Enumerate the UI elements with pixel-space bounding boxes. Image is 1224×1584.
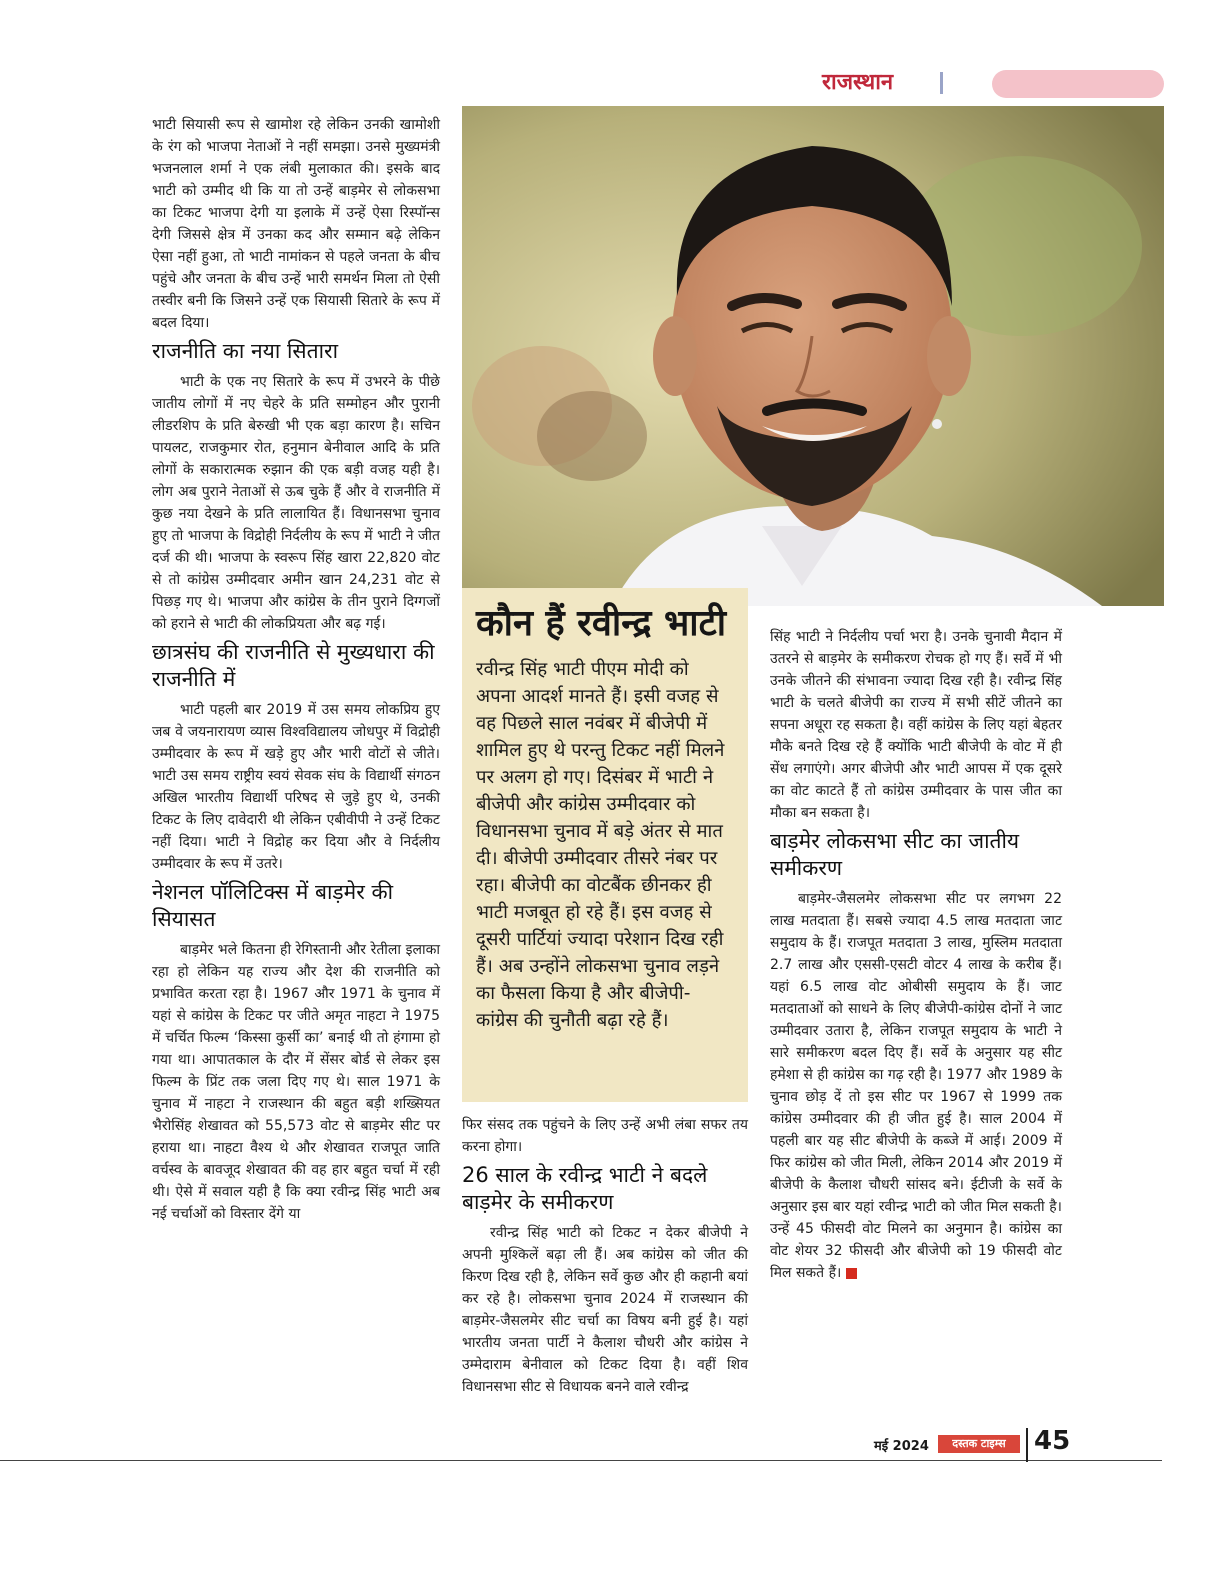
sidebar-box <box>462 588 748 1102</box>
section-separator <box>940 72 943 94</box>
subheading: बाड़मेर लोकसभा सीट का जातीय समीकरण <box>770 829 1020 880</box>
subheading: छात्रसंघ की राजनीति से मुख्यधारा की राजनीति में <box>152 640 435 691</box>
paragraph-text: बाड़मेर-जैसलमेर लोकसभा सीट पर लगभग 22 लाख मतदाता हैं। सबसे ज्यादा 4.5 लाख मतदाता जाट समुदाय के हैं। राजपूत मतदाता 3 लाख, मुस्लिम मतदाता 2.7 लाख और एससी-एसटी वोटर 4 लाख के करीब हैं। यहां 6.5 लाख वोट ओबीसी समुदाय के हैं। जाट मतदाताओं को साधने के लिए बीजेपी-कांग्रेस दोनों ने जाट उम्मीदवार उतारा है, लेकिन राजपूत समुदाय के भाटी ने सारे समीकरण बदल दिए हैं। सर्वे के अनुसार यह सीट हमेशा से ही कांग्रेस का गढ़ रही है। 1977 और 1989 के चुनाव छोड़ दें तो इस सीट पर 1967 से 1999 तक कांग्रेस उम्मीदवार की ही जीत हुई है। साल 2004 में पहली बार यह सीट बीजेपी के कब्जे में आई। 2009 में फिर कांग्रेस को जीत मिली, लेकिन 2014 और 2019 में बीजेपी के कैलाश चौधरी सांसद बने। ईटीजी के सर्वे के अनुसार इस बार यहां रवीन्द्र भाटी को जीत मिल सकती है। उन्हें 45 फीसदी वोट मिलने का अनुमान है। कांग्रेस का वोट शेयर 32 फीसदी और बीजेपी को 19 फीसदी वोट मिल सकते हैं। <box>770 891 1062 1281</box>
end-of-article-mark <box>846 1268 857 1279</box>
portrait-photo <box>462 106 1164 606</box>
subheading: नेशनल पॉलिटिक्स में बाड़मेर की सियासत <box>152 880 394 931</box>
box-text: रवीन्द्र सिंह भाटी पीएम मोदी को अपना आदर्श मानते हैं। इसी वजह से वह पिछले साल नवंबर में बीजेपी में शामिल हुए थे परन्तु टिकट नहीं मिलने पर अलग हो गए। दिसंबर में भाटी ने बीजेपी और कांग्रेस उम्मीदवार को विधानसभा चुनाव में बड़े अंतर से मात दी। बीजेपी उम्मीदवार तीसरे नंबर पर रहा। बीजेपी का वोटबैंक छीनकर ही भाटी मजबूत हो रहे हैं। इस वजह से दूसरी पार्टियां ज्यादा परेशान दिख रही हैं। अब उन्होंने लोकसभा चुनाव लड़ने का फैसला किया है और बीजेपी- कांग्रेस की चुनौती बढ़ा रहे हैं। <box>476 659 725 1031</box>
paragraph: भाटी सियासी रूप से खामोश रहे लेकिन उनकी खामोशी के रंग को भाजपा नेताओं ने नहीं समझा। उनसे मुख्यमंत्री भजनलाल शर्मा ने एक लंबी मुलाकात की। इसके बाद भाटी को उम्मीद थी कि या तो उन्हें बाड़मेर से लोकसभा का टिकट भाजपा देगी या इलाके में उन्हें ऐसा रिस्पॉन्स देगी जिससे क्षेत्र में उनका कद और सम्मान बढ़े लेकिन ऐसा नहीं हुआ, तो भाटी नामांकन से पहले जनता के बीच पहुंचे और जनता के बीच उन्हें भारी समर्थन मिला तो ऐसी तस्वीर बनी कि जिसने उन्हें एक सियासी सितारे के रूप में बदल दिया। <box>152 117 440 331</box>
article-column-left <box>152 114 440 1225</box>
footer-rule <box>0 1460 1162 1461</box>
section-pill-decoration <box>992 70 1164 98</box>
article-column-middle <box>462 1114 748 1398</box>
subheading: राजनीति का नया सितारा <box>152 339 339 363</box>
paragraph: भाटी के एक नए सितारे के रूप में उभरने के पीछे जातीय लोगों में नए चेहरे के प्रति सम्मोहन और पुरानी लीडरशिप के प्रति बेरुखी भी एक बड़ा कारण है। सचिन पायलट, राजकुमार रोत, हनुमान बेनीवाल आदि के प्रति लोगों के सकारात्मक रुझान की एक बड़ी वजह यही है। लोग अब पुराने नेताओं से ऊब चुके हैं और वे राजनीति में कुछ नया देखने के प्रति लालायित हैं। विधानसभा चुनाव हुए तो भाजपा के विद्रोही निर्दलीय के रूप में भाटी ने जीत दर्ज की थी। भाजपा के स्वरूप सिंह खारा 22,820 वोट से तो कांग्रेस उम्मीदवार अमीन खान 24,231 वोट से पिछड़ गए थे। भाजपा और कांग्रेस के तीन पुराने दिग्गजों को हराने से भाटी की लोकप्रियता और बढ़ गई। <box>152 374 440 632</box>
paragraph: फिर संसद तक पहुंचने के लिए उन्हें अभी लंबा सफर तय करना होगा। <box>462 1117 748 1155</box>
paragraph: सिंह भाटी ने निर्दलीय पर्चा भरा है। उनके चुनावी मैदान में उतरने से बाड़मेर के समीकरण रोचक हो गए हैं। सर्वे में भी उनके जीतने की संभावना ज्यादा दिख रही है। रवीन्द्र सिंह भाटी के चलते बीजेपी का राज्य में सभी सीटें जीतने का सपना अधूरा रह सकता है। वहीं कांग्रेस के लिए यहां बेहतर मौके बनते दिख रहे हैं क्योंकि भाटी बीजेपी के वोट में ही सेंध लगाएंगे। अगर बीजेपी और भाटी आपस में एक दूसरे का वोट काटते हैं तो कांग्रेस उम्मीदवार के पास जीत का मौका बन सकता है। <box>770 629 1062 821</box>
paragraph: बाड़मेर भले कितना ही रेगिस्तानी और रेतीला इलाका रहा हो लेकिन यह राज्य और देश की राजनीति को प्रभावित करता रहा है। 1967 और 1971 के चुनाव में यहां से कांग्रेस के टिकट पर जीते अमृत नाहटा ने 1975 में चर्चित फिल्म ‘किस्सा कुर्सी का’ बनाई थी तो हंगामा हो गया था। आपातकाल के दौर में सेंसर बोर्ड से लेकर इस फिल्म के प्रिंट तक जला दिए गए थे। साल 1971 के चुनाव में नाहटा ने राजस्थान की बहुत बड़ी शख्सियत भैरोसिंह शेखावत को 55,573 वोट से बाड़मेर सीट पर हराया था। नाहटा वैश्य थे और शेखावत राजपूत जाति वर्चस्व के बावजूद शेखावत की वह हार बहुत चर्चा में रही थी। ऐसे में सवाल यही है कि क्या रवीन्द्र सिंह भाटी अब नई चर्चाओं को विस्तार देंगे या <box>152 942 440 1222</box>
subheading: 26 साल के रवीन्द्र भाटी ने बदले बाड़मेर के समीकरण <box>462 1163 708 1214</box>
footer-date: मई 2024 <box>874 1439 929 1454</box>
article-column-right <box>770 626 1062 1284</box>
footer-divider <box>1026 1428 1028 1462</box>
box-title: कौन हैं रवीन्द्र भाटी <box>476 603 727 644</box>
portrait-illustration <box>462 106 1164 606</box>
page-number: 45 <box>1034 1426 1071 1456</box>
paragraph: रवीन्द्र सिंह भाटी को टिकट न देकर बीजेपी ने अपनी मुश्किलें बढ़ा ली हैं। अब कांग्रेस को जीत की किरण दिख रही है, लेकिन सर्वे कुछ और ही कहानी बयां कर रहे है। लोकसभा चुनाव 2024 में राजस्थान की बाड़मेर-जैसलमेर सीट चर्चा का विषय बनी हुई है। यहां भारतीय जनता पार्टी ने कैलाश चौधरी और कांग्रेस ने उम्मेदाराम बेनीवाल को टिकट दिया है। वहीं शिव विधानसभा सीट से विधायक बनने वाले रवीन्द्र <box>462 1225 748 1395</box>
paragraph <box>770 888 1062 1284</box>
paragraph: भाटी पहली बार 2019 में उस समय लोकप्रिय हुए जब वे जयनारायण व्यास विश्वविद्यालय जोधपुर में विद्रोही उम्मीदवार के रूप में खड़े हुए और भारी वोटों से जीते। भाटी उस समय राष्ट्रीय स्वयं सेवक संघ के विद्यार्थी संगठन अखिल भारतीय विद्यार्थी परिषद से जुड़े हुए थे, उनकी टिकट के लिए दावेदारी थी लेकिन एबीवीपी ने उन्हें टिकट नहीं दिया। भाटी ने विद्रोह कर दिया और वे निर्दलीय उम्मीदवार के रूप में उतरे। <box>152 702 440 872</box>
section-label: राजस्थान <box>822 70 894 95</box>
footer-brand-logo: दस्तक टाइम्स <box>938 1435 1020 1453</box>
